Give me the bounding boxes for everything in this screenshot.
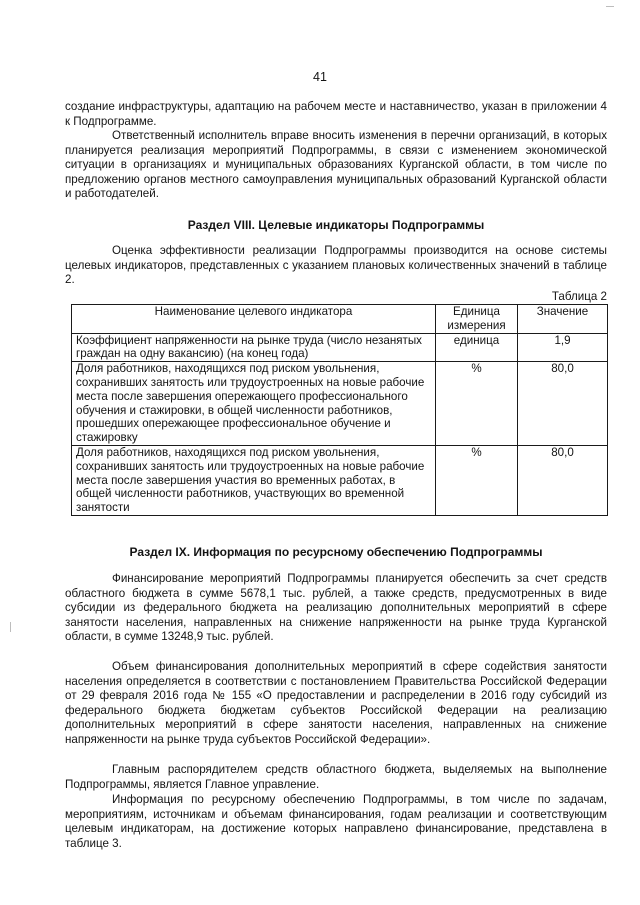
section-9-paragraph-1: Финансирование мероприятий Подпрограммы планируется обеспечить за счет средств областного бюджета в сумме 5678,1 тыс. рублей, а также средств, предусмотренных в виде субсидии из федерального бюджета на реализацию дополнительных мероприятий в сфере занятости населения, направленных на снижение напряженности на рынке труда Курганской области, в сумме 13248,9 тыс. рублей.	[65, 572, 607, 643]
header-value: Значение	[518, 305, 608, 334]
section-9-heading: Раздел IX. Информация по ресурсному обеспечению Подпрограммы	[129, 545, 543, 559]
section-9-paragraph-2: Объем финансирования дополнительных мероприятий в сфере содействия занятости населения определяется в соответствии с постановлением Правительства Российской Федерации от 29 февраля 2016 года № 155 «О предоставлении и распределении в 2016 году субсидий из федерального бюджета бюджетам субъектов Российской Федерации на реализацию дополнительных мероприятий в сфере занятости населения, направленных на снижение напряженности на рынке труда субъектов Российской Федерации».	[65, 660, 607, 746]
scan-mark	[606, 6, 614, 7]
indicator-value: 80,0	[518, 362, 608, 446]
table-row	[72, 445, 608, 515]
indicator-name: Доля работников, находящихся под риском увольнения, сохранивших занятость или трудоустроенных на новые рабочие места после завершения участия во временных работах, в общей численности работников, участвующих во временной занятости	[72, 445, 436, 515]
indicator-value: 1,9	[518, 333, 608, 362]
indicator-name: Коэффициент напряженности на рынке труда (число незанятых граждан на одну вакансию) (на конец года)	[72, 333, 436, 362]
intro-paragraph-1: создание инфраструктуры, адаптацию на рабочем месте и наставничество, указан в приложении 4 к Подпрограмме.	[65, 100, 607, 128]
indicators-table	[71, 304, 608, 516]
section-9-paragraph-3: Главным распорядителем средств областного бюджета, выделяемых на выполнение Подпрограммы, является Главное управление.	[65, 763, 607, 791]
indicator-name: Доля работников, находящихся под риском увольнения, сохранивших занятость или трудоустроенных на новые рабочие места после завершения опережающего профессионального обучения и стажировки, в общей численности работников, прошедших опережающее профессиональное обучение и стажировку	[72, 362, 436, 446]
table-row	[72, 333, 608, 362]
indicator-unit: единица	[436, 333, 518, 362]
section-8-paragraph: Оценка эффективности реализации Подпрограммы производится на основе системы целевых индикаторов, представленных с указанием плановых количественных значений в таблице 2.	[65, 244, 607, 286]
indicator-unit: %	[436, 445, 518, 515]
header-unit: Единица измерения	[436, 305, 518, 334]
section-8-heading: Раздел VIII. Целевые индикаторы Подпрограммы	[187, 218, 485, 232]
header-indicator-name: Наименование целевого индикатора	[72, 305, 436, 334]
scan-mark	[10, 622, 11, 632]
section-9-paragraph-4: Информация по ресурсному обеспечению Подпрограммы, в том числе по задачам, мероприятиям, источникам и объемам финансирования, годам реализации и соответствующим целевым индикаторам, на достижение которых направлено финансирование, представлена в таблице 3.	[65, 793, 607, 850]
page-number: 41	[313, 70, 327, 84]
indicator-unit: %	[436, 362, 518, 446]
table-header-row	[72, 305, 608, 334]
indicator-value: 80,0	[518, 445, 608, 515]
table-row	[72, 362, 608, 446]
intro-paragraph-2: Ответственный исполнитель вправе вносить изменения в перечни организаций, в которых планируется реализация мероприятий Подпрограммы, в связи с изменением экономической ситуации в организациях и муниципальных образованиях Курганской области, в том числе по предложению органов местного самоуправления муниципальных образований Курганской области и работодателей.	[65, 129, 607, 200]
table-caption: Таблица 2	[551, 290, 607, 303]
